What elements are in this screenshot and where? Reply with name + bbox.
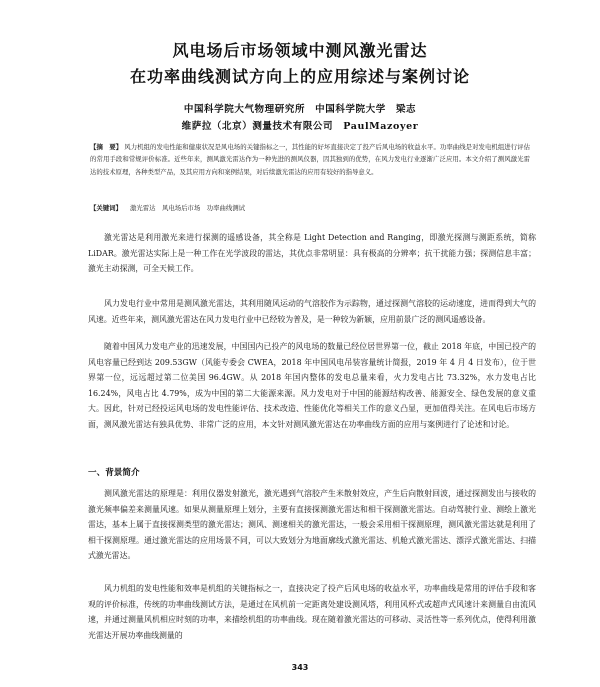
paragraph-2-text: 风力发电行业中常用是测风激光雷达，其利用随风运动的气溶胶作为示踪物，通过探测气溶胶的运动速度，进而得到大气的风速。近些年来，测风激光雷达在风力发电行业中已经较为普及，是一种较为新颖，应用前景广泛的测风遥感设备。 [88, 299, 536, 324]
paragraph-4 [88, 486, 536, 564]
paragraph-4-text: 测风激光雷达的原理是：利用仪器发射激光，激光遇到气溶胶产生米散射效应，产生后向散射回波，通过探测发出与接收的激光频率偏差来测量风速。如果从测量原理上划分，主要有直接探测激光雷达和相干探测激光雷达。自动驾驶行业、测绘上激光雷达，基本上属于直接探测类型的激光雷达；测风、测速相关的激光雷达，一般会采用相干探测原理，测风激光雷达就是利用了相干探测原理。通过激光雷达的应用场景不同，可以大致划分为地面廓线式激光雷达、机舱式激光雷达、漂浮式激光雷达、扫描式激光雷达。 [88, 489, 536, 561]
abstract-label: 【摘 要】 [90, 143, 123, 151]
title-line-1: 风电场后市场领域中测风激光雷达 [172, 41, 428, 60]
abstract [90, 141, 530, 178]
keywords-label: 【关键词】 [90, 204, 122, 212]
paragraph-2 [88, 296, 536, 327]
keywords [90, 203, 530, 212]
page-number: 343 [291, 663, 309, 672]
author-affiliation-2: 维萨拉（北京）测量技术有限公司 PaulMazoyer [181, 121, 419, 132]
paragraph-1 [88, 230, 536, 277]
paragraph-5 [88, 581, 536, 643]
paragraph-3 [88, 339, 536, 433]
paragraph-5-text: 风力机组的发电性能和效率是机组的关键指标之一，直接决定了投产后风电场的收益水平，功率曲线是常用的评估手段和客观的评价标准，传统的功率曲线测试方法，是通过在风机前一定距离处建设测风塔，利用风杯式或超声式风速计来测量自由流风速，并通过测量风机相应时刻的功率，来描绘机组的功率曲线。现在随着激光雷达的可移动、灵活性等一系列优点，使得利用激光雷达开展功率曲线测量的 [88, 584, 536, 640]
keywords-text: 激光雷达 风电场后市场 功率曲线测试 [130, 204, 246, 212]
paragraph-1-text: 激光雷达是利用激光来进行探测的遥感设备，其全称是 Light Detection and Ranging，即激光探测与测距系统，简称 LiDAR。激光雷达实际上是一种工作在光学波段的雷达，其优点非常明显：具有极高的分辨率；抗干扰能力强；探测信息丰富；激光主动探测，可全天候工作。 [88, 233, 536, 274]
abstract-text: 风力机组的发电性能和健康状况是风电场的关键指标之一，其性能的好坏直接决定了投产后风电场的收益水平。功率曲线是对发电机组进行评估的常用手段和常规评价标准。近些年来，测风激光雷达作为一种先进的测风仪器，因其独到的优势，在风力发电行业逐渐广泛应用。本文介绍了测风激光雷达的技术原理，各种类型产品，及其应用方向和案例结果，对后续激光雷达的应用有较好的指导意义。 [90, 143, 530, 176]
section-heading: 一、背景简介 [88, 468, 140, 478]
author-affiliation-1: 中国科学院大气物理研究所 中国科学院大学 梁志 [183, 104, 417, 115]
paragraph-3-text: 随着中国风力发电产业的迅速发展，中国国内已投产的风电场的数量已经位居世界第一位，截止 2018 年底，中国已投产的风电容量已经到达 209.53GW（风能专委会 CWEA，2018 年中国风电吊装容量统计简报，2019 年 4 月 4 日发布），位于世界第一位，远远超过第二位美国 96.4GW。从 2018 年国内整体的发电总量来看，火力发电占比 73.32%，水力发电占比 16.24%，风电占比 4.79%，成为中国的第二大能源来源。风力发电对于中国的能源结构改善、能源安全、绿色发展的意义重大。因此，针对已经投运风电场的发电性能评估、技术改造、性能优化等相关工作的意义凸显，更加值得关注。在风电后市场方面，测风激光雷达有独具优势、非常广泛的应用，本文针对测风激光雷达在功率曲线方面的应用与案例进行了论述和讨论。 [88, 342, 536, 429]
title-line-2: 在功率曲线测试方向上的应用综述与案例讨论 [129, 67, 470, 86]
